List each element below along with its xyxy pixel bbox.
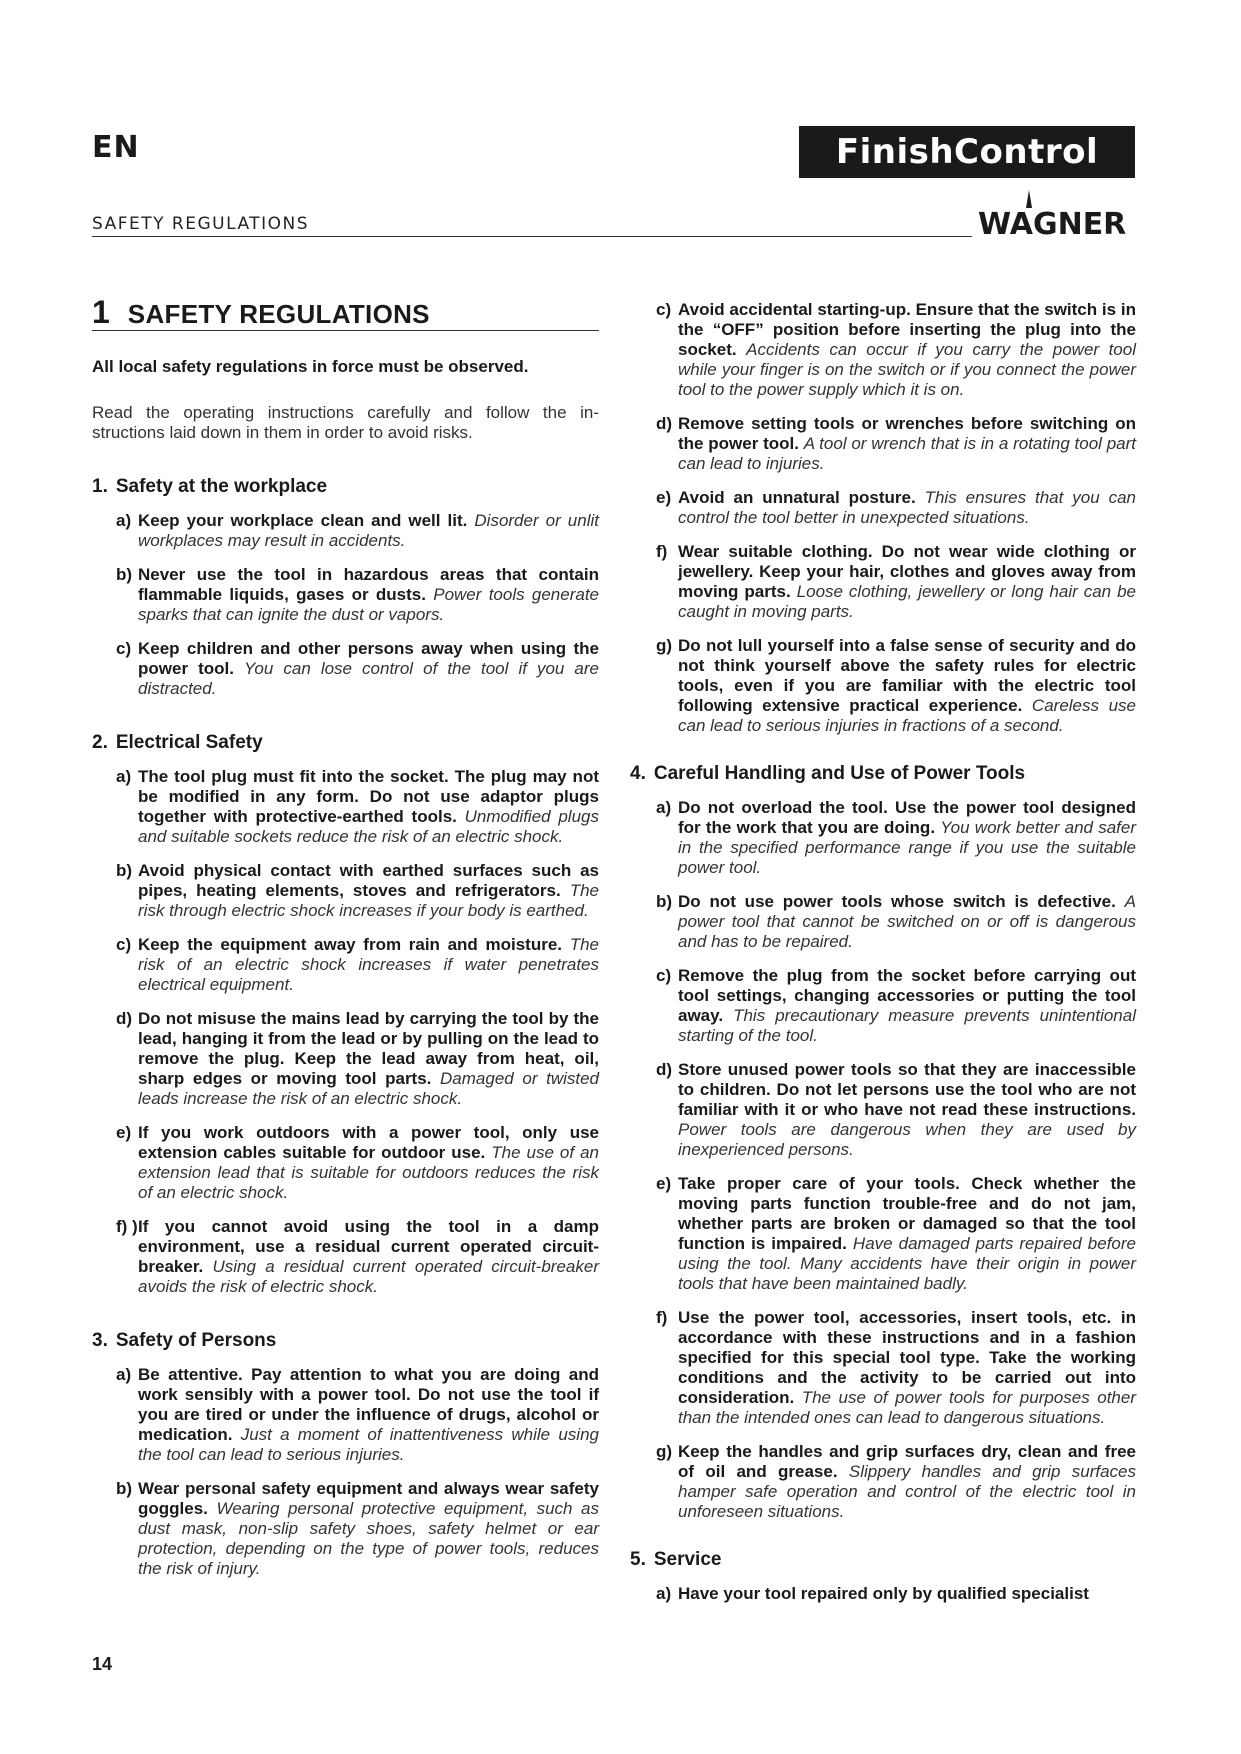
list-item: d) Store unused power tools so that they are inaccessible to children. Do not let persons use the tool who are not familiar with it or who have not read these instructions. Power tools are dangerous when they are used by inexperienced persons. [656, 1060, 1136, 1159]
left-column [92, 294, 600, 1579]
section-heading: 2. Electrical Safety [92, 732, 263, 753]
list-item: g) Keep the handles and grip surfaces dry, clean and free of oil and grease. Slippery handles and grip surfaces hamper safe operation and control of the electric tool in unforeseen situations. [656, 1442, 1136, 1521]
list-item: d) Do not misuse the mains lead by carrying the tool by the lead, hanging it from the lead or by pulling on the lead to remove the plug. Keep the lead away from heat, oil, sharp edges or moving tool parts. Damaged or twisted leads increase the risk of an electric shock. [116, 1009, 599, 1108]
product-title-box [799, 126, 1135, 224]
list-item: a) Keep your workplace clean and well lit. Disorder or unlit workplaces may result in accidents. [116, 511, 599, 550]
list-item: a) Do not overload the tool. Use the power tool designed for the work that you are doing. You work better and safer in the specified performance range if you use the suitable power tool. [656, 798, 1136, 877]
right-column [630, 300, 1136, 1604]
list-item: b) Wear personal safety equipment and always wear safety goggles. Wearing personal protective equipment, such as dust mask, non-slip safety shoes, safety helmet or ear protection, depending on the type of power tools, reduces the risk of injury. [116, 1479, 600, 1578]
language-code: EN [92, 130, 140, 165]
list-item: c) Remove the plug from the socket before carrying out tool settings, changing accessories or putting the tool away. This precautionary measure prevents unintentional starting of the tool. [656, 966, 1136, 1045]
page-number: 14 [92, 1654, 113, 1674]
list-item: f) Wear suitable clothing. Do not wear wide clothing or jewellery. Keep your hair, clothes and gloves away from moving parts. Loose clothing, jewellery or long hair can be caught in moving parts. [656, 542, 1136, 621]
page-title [92, 294, 599, 331]
intro-text: Read the operating instructions carefully and follow the in-structions laid down in them in order to avoid risks. [92, 403, 599, 442]
list-item: b) Do not use power tools whose switch is defective. A power tool that cannot be switched on or off is dangerous and has to be repaired. [656, 892, 1136, 951]
list-item: b) Avoid physical contact with earthed surfaces such as pipes, heating elements, stoves and refrigerators. The risk through electric shock increases if your body is earthed. [116, 861, 599, 920]
product-title: FinishControl 5500 [835, 132, 1099, 224]
list-item: f) Use the power tool, accessories, insert tools, etc. in accordance with these instructions and in a fashion specified for this special tool type. Take the working conditions and the activity to be carried out into consideration. The use of power tools for purposes other than the intended ones can lead to dangerous situations. [656, 1308, 1136, 1427]
logo-spray-mark-icon [1018, 190, 1040, 208]
list-item: g) Do not lull yourself into a false sense of security and do not think yourself above the safety rules for electric tools, even if you are familiar with the electric tool following extensive practical experience. Careless use can lead to serious injuries in fractions of a second. [656, 636, 1136, 735]
list-item: a) Have your tool repaired only by qualified specialist [656, 1584, 1089, 1603]
chapter-number: 1 [92, 294, 110, 330]
logo-text: WAGNER [978, 207, 1127, 242]
intro-bold: All local safety regulations in force must be observed. [92, 357, 529, 376]
section-heading: 3. Safety of Persons [92, 1330, 277, 1351]
list-item: f) ) If you cannot avoid using the tool in a damp environment, use a residual current operated circuit-breaker. Using a residual current operated circuit-breaker avoids the risk of electric shock. [116, 1217, 599, 1296]
list-item: a) Be attentive. Pay attention to what you are doing and work sensibly with a power tool. Do not use the tool if you are tired or under the influence of drugs, alcohol or medication. Just a moment of inattentiveness while using the tool can lead to serious injuries. [116, 1365, 599, 1464]
section-heading: 4. Careful Handling and Use of Power Tools [630, 763, 1026, 784]
list-item: e) Avoid an unnatural posture. This ensures that you can control the tool better in unexpected situations. [656, 488, 1136, 527]
wagner-logo [978, 190, 1138, 242]
header-rule [92, 236, 972, 237]
section-heading: 1. Safety at the workplace [92, 476, 328, 497]
list-item: b) Never use the tool in hazardous areas that contain flammable liquids, gases or dusts. Power tools generate sparks that can ignite the dust or vapors. [116, 565, 599, 624]
list-item: e) Take proper care of your tools. Check whether the moving parts function trouble-free and do not jam, whether parts are broken or damaged so that the tool function is impaired. Have damaged parts repaired before using the tool. Many accidents have their origin in power tools that have been maintained badly. [656, 1174, 1136, 1293]
list-item: e) If you work outdoors with a power tool, only use extension cables suitable for outdoor use. The use of an extension lead that is suitable for outdoors reduces the risk of an electric shock. [116, 1123, 599, 1202]
list-item: a) The tool plug must fit into the socket. The plug may not be modified in any form. Do not use adaptor plugs together with protective-earthed tools. Unmodified plugs and suitable sockets reduce the risk of an electric shock. [116, 767, 599, 846]
section-heading: 5. Service [630, 1549, 722, 1570]
running-header: SAFETY REGULATIONS [92, 214, 310, 234]
list-item: c) Keep children and other persons away when using the power tool. You can lose control of the tool if you are distracted. [116, 639, 599, 698]
chapter-title: SAFETY REGULATIONS [127, 299, 430, 329]
list-item: d) Remove setting tools or wrenches before switching on the power tool. A tool or wrench that is in a rotating tool part can lead to injuries. [656, 414, 1136, 473]
list-item: c) Keep the equipment away from rain and moisture. The risk of an electric shock increases if water penetrates electrical equipment. [116, 935, 599, 994]
list-item: c) Avoid accidental starting-up. Ensure that the switch is in the “OFF” position before inserting the plug into the socket. Accidents can occur if you carry the power tool while your finger is on the switch or if you connect the power tool to the power supply which it is on. [656, 300, 1136, 399]
